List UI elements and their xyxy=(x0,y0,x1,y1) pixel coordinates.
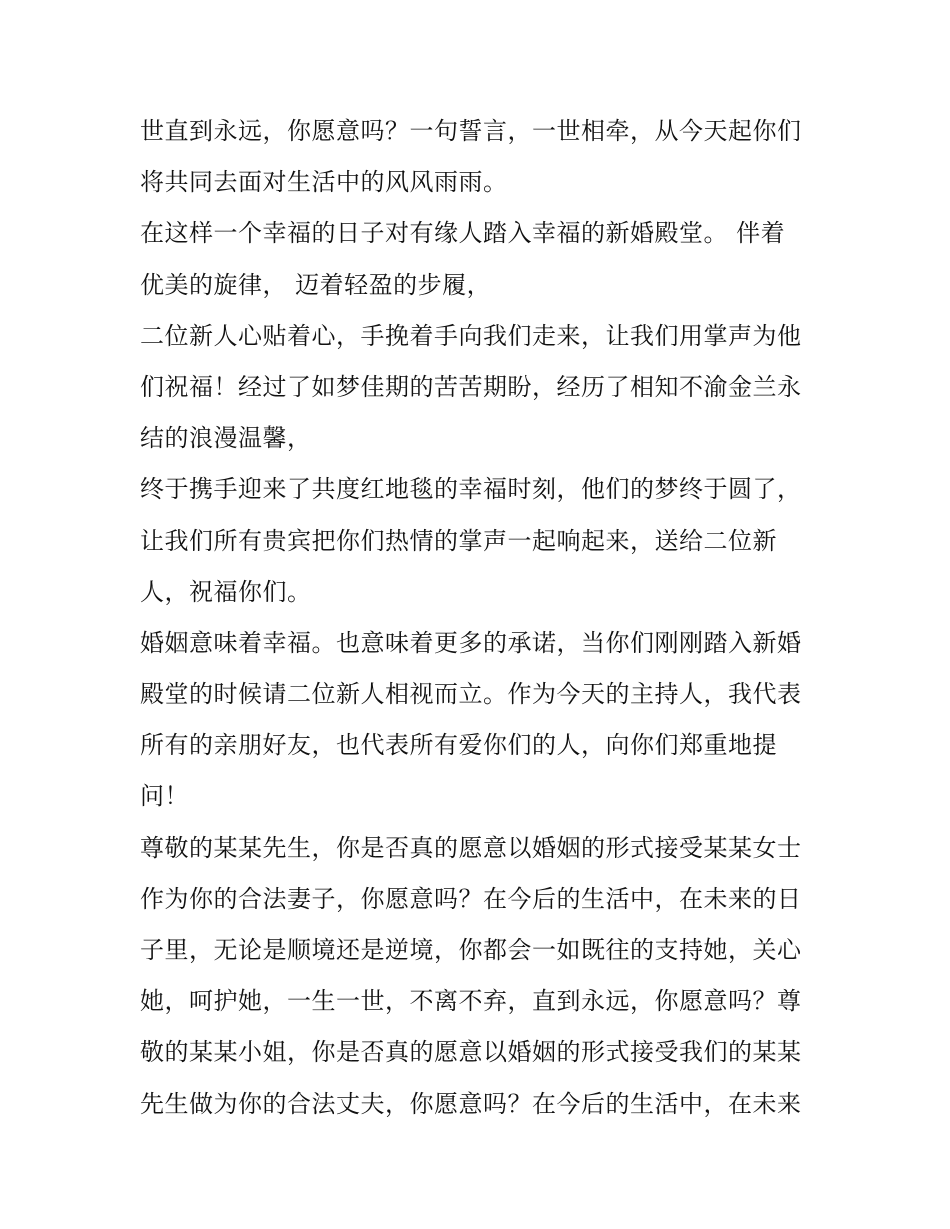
text-line-15: 尊敬的某某先生，你是否真的愿意以婚姻的形式接受某某女士 xyxy=(140,833,802,862)
text-line-9: 让我们所有贵宾把你们热情的掌声一起响起来，送给二位新 xyxy=(140,526,777,555)
document-body xyxy=(140,106,820,1130)
text-line-1: 世直到永远，你愿意吗？一句誓言，一世相牵，从今天起你们 xyxy=(140,117,802,145)
text-line-3: 在这样一个幸福的日子对有缘人踏入幸福的新婚殿堂。 伴着 xyxy=(140,219,786,248)
text-line-8: 终于携手迎来了共度红地毯的幸福时刻，他们的梦终于圆了， xyxy=(140,475,802,504)
text-line-5: 二位新人心贴着心，手挽着手向我们走来，让我们用掌声为他 xyxy=(140,321,802,350)
text-line-12: 殿堂的时候请二位新人相视而立。作为今天的主持人，我代表 xyxy=(140,680,802,709)
text-line-18: 她，呵护她，一生一世，不离不弃，直到永远，你愿意吗？尊 xyxy=(140,987,802,1016)
text-line-16: 作为你的合法妻子，你愿意吗？在今后的生活中，在未来的日 xyxy=(140,884,802,913)
text-line-13: 所有的亲朋好友，也代表所有爱你们的人，向你们郑重地提 xyxy=(140,731,777,760)
text-line-17: 子里，无论是顺境还是逆境，你都会一如既往的支持她，关心 xyxy=(140,936,802,964)
text-line-2: 将共同去面对生活中的风风雨雨。 xyxy=(140,168,508,197)
text-line-7: 结的浪漫温馨， xyxy=(140,424,312,453)
text-line-10: 人，祝福你们。 xyxy=(140,577,312,606)
text-line-14: 问！ xyxy=(140,782,189,811)
text-line-4: 优美的旋律， 迈着轻盈的步履， xyxy=(140,270,492,299)
text-line-11: 婚姻意味着幸福。也意味着更多的承诺，当你们刚刚踏入新婚 xyxy=(140,628,802,657)
text-line-20: 先生做为你的合法丈夫，你愿意吗？在今后的生活中，在未来 xyxy=(140,1089,802,1118)
text-line-6: 们祝福！经过了如梦佳期的苦苦期盼，经历了相知不渝金兰永 xyxy=(140,372,802,401)
text-line-19: 敬的某某小姐，你是否真的愿意以婚姻的形式接受我们的某某 xyxy=(140,1038,802,1067)
